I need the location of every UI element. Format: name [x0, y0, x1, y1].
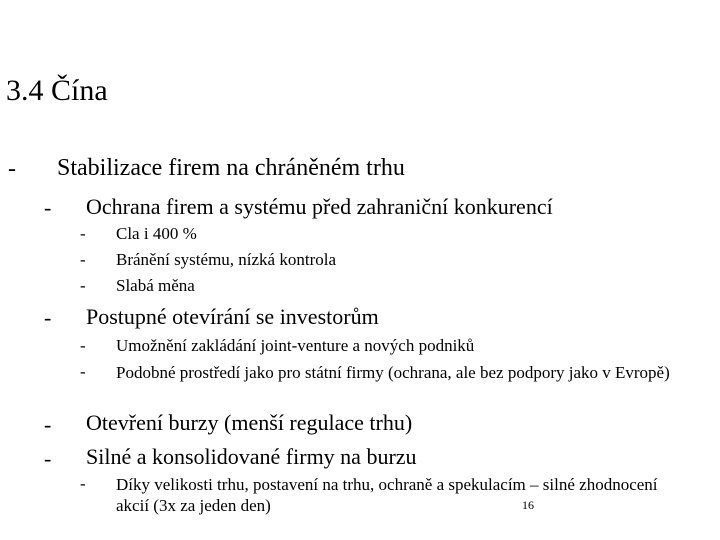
- bullet-postupne: Postupné otevírání se investorům: [86, 304, 379, 329]
- bullet-dash: -: [44, 412, 52, 437]
- page-number: 16: [522, 498, 534, 512]
- bullet-cla: Cla i 400 %: [116, 224, 197, 243]
- bullet-dash: -: [80, 250, 86, 269]
- bullet-braneni: Bránění systému, nízká kontrola: [116, 250, 337, 269]
- bullet-dash: -: [44, 195, 52, 220]
- bullet-dash: -: [8, 156, 16, 182]
- bullet-umozneni: Umožnění zakládání joint-venture a nových podniků: [116, 336, 475, 355]
- bullet-podobne: Podobné prostředí jako pro státní firmy (ochrana, ale bez podpory jako v Evropě): [116, 363, 670, 382]
- bullet-dash: -: [80, 224, 86, 243]
- slide-title: 3.4 Čína: [6, 74, 108, 107]
- bullet-dash: -: [80, 362, 86, 381]
- bullet-slaba-mena: Slabá měna: [116, 276, 195, 295]
- bullet-ochrana: Ochrana firem a systému před zahraniční konkurencí: [86, 194, 553, 219]
- bullet-stabilizace: Stabilizace firem na chráněném trhu: [57, 155, 405, 181]
- bullet-silne-firmy: Silné a konsolidované firmy na burzu: [86, 444, 417, 469]
- bullet-dash: -: [80, 276, 86, 295]
- bullet-dash: -: [44, 305, 52, 330]
- bullet-diky-velikosti: Díky velikosti trhu, postavení na trhu, ochraně a spekulacím – silné zhodnocení akcií (3x za jeden den): [116, 475, 658, 515]
- bullet-otevreni-burzy: Otevření burzy (menší regulace trhu): [86, 410, 413, 435]
- bullet-dash: -: [80, 474, 86, 493]
- bullet-dash: -: [44, 446, 52, 471]
- bullet-dash: -: [80, 336, 86, 355]
